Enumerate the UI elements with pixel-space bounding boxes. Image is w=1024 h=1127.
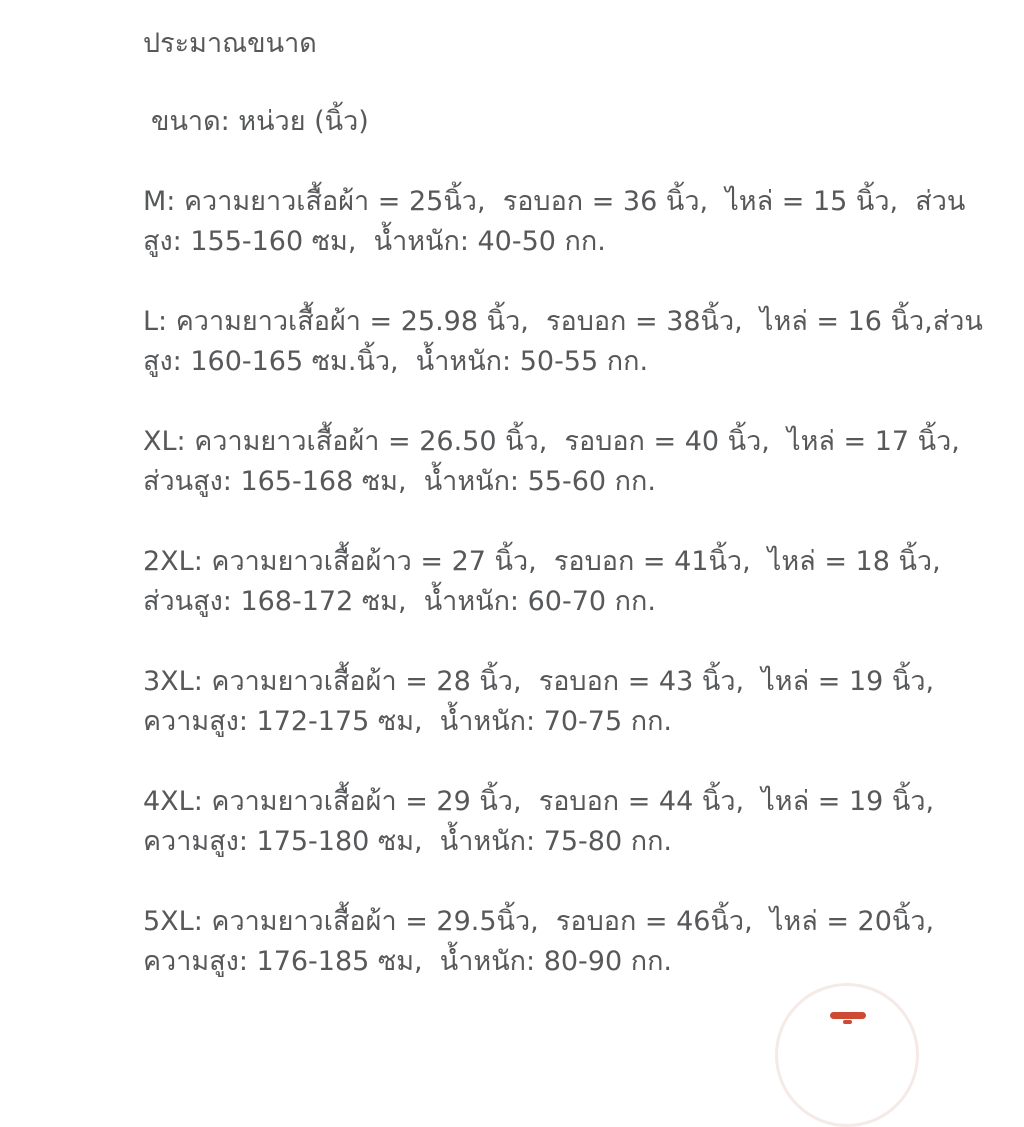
size-entry xyxy=(143,542,964,622)
size-chart xyxy=(143,182,983,982)
size-entry-line: XL: ความยาวเสื้อผ้า = 26.50 นิ้ว, รอบอก = 40 นิ้ว, ไหล่ = 17 นิ้ว, xyxy=(143,426,960,457)
size-entry xyxy=(143,182,964,262)
size-entry xyxy=(143,302,983,382)
size-entry-line: M: ความยาวเสื้อผ้า = 25นิ้ว, รอบอก = 36 นิ้ว, ไหล่ = 15 นิ้ว, ส่วน xyxy=(143,186,966,217)
size-entry-line: 4XL: ความยาวเสื้อผ้า = 29 นิ้ว, รอบอก = 44 นิ้ว, ไหล่ = 19 นิ้ว, xyxy=(143,786,935,817)
size-entry-line: ความสูง: 176-185 ซม, น้ำหนัก: 80-90 กก. xyxy=(143,946,673,977)
page-title: ประมาณขนาด xyxy=(143,28,317,59)
size-entry-line: ส่วนสูง: 168-172 ซม, น้ำหนัก: 60-70 กก. xyxy=(143,586,656,617)
size-entry-line: ความสูง: 172-175 ซม, น้ำหนัก: 70-75 กก. xyxy=(143,706,673,737)
size-unit-subtitle: ขนาด: หน่วย (นิ้ว) xyxy=(151,106,369,137)
size-entry-line: L: ความยาวเสื้อผ้า = 25.98 นิ้ว, รอบอก = 38นิ้ว, ไหล่ = 16 นิ้ว,ส่วน xyxy=(143,306,983,337)
size-entry xyxy=(143,662,964,742)
size-entry-line: 2XL: ความยาวเสื้อผ้าว = 27 นิ้ว, รอบอก = 41นิ้ว, ไหล่ = 18 นิ้ว, xyxy=(143,546,941,577)
size-entry-line: 5XL: ความยาวเสื้อผ้า = 29.5นิ้ว, รอบอก = 46นิ้ว, ไหล่ = 20นิ้ว, xyxy=(143,906,935,937)
size-entry xyxy=(143,902,964,982)
size-guide-content xyxy=(143,24,983,982)
size-entry-line: ส่วนสูง: 165-168 ซม, น้ำหนัก: 55-60 กก. xyxy=(143,466,656,497)
size-entry-line: สูง: 160-165 ซม.นิ้ว, น้ำหนัก: 50-55 กก. xyxy=(143,346,649,377)
size-entry-line: 3XL: ความยาวเสื้อผ้า = 28 นิ้ว, รอบอก = 43 นิ้ว, ไหล่ = 19 นิ้ว, xyxy=(143,666,935,697)
size-entry xyxy=(143,422,964,502)
size-entry-line: ความสูง: 175-180 ซม, น้ำหนัก: 75-80 กก. xyxy=(143,826,673,857)
watermark-logo-bar-icon xyxy=(830,1012,866,1019)
size-entry-line: สูง: 155-160 ซม, น้ำหนัก: 40-50 กก. xyxy=(143,226,606,257)
watermark-logo-tick-icon xyxy=(843,1020,852,1024)
watermark-ring xyxy=(775,983,919,1127)
size-entry xyxy=(143,782,964,862)
